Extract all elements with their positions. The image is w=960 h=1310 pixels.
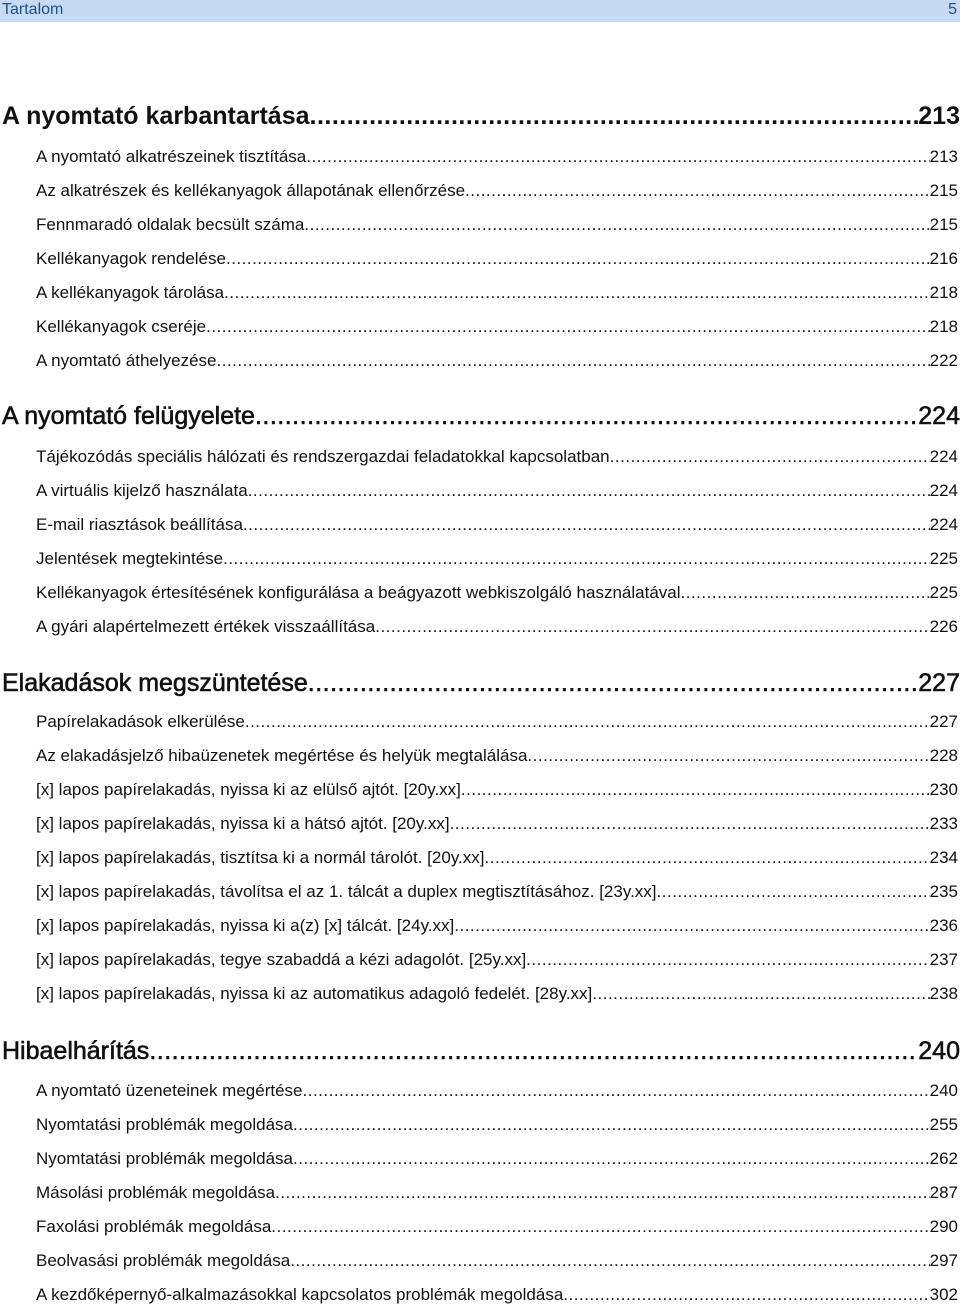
toc-entry-page: 225 [929, 583, 958, 602]
toc-entry[interactable] [36, 847, 958, 869]
toc-entry[interactable] [36, 915, 958, 937]
toc-entry-label: Fennmaradó oldalak becsült száma [36, 215, 305, 234]
toc-entry-page: 262 [929, 1149, 958, 1168]
toc-entry-page: 216 [929, 249, 958, 268]
toc-entry-label: Kellékanyagok cseréje [36, 317, 207, 336]
toc-entry[interactable] [36, 548, 958, 570]
toc-entry-label: Másolási problémák megoldása [36, 1183, 276, 1202]
toc-entry-label: [x] lapos papírelakadás, távolítsa el az 1. tálcát a duplex megtisztításához. [23y.xx] [36, 882, 657, 901]
toc-entry[interactable] [36, 813, 958, 835]
toc-entry-page: 226 [929, 617, 958, 636]
toc-section[interactable] [2, 401, 960, 431]
toc-entry[interactable] [36, 983, 958, 1005]
toc-entry[interactable] [36, 214, 958, 236]
toc-entry-page: 213 [929, 147, 958, 166]
toc-entry-label: Faxolási problémák megoldása [36, 1217, 272, 1236]
toc-entry[interactable] [36, 146, 958, 168]
toc-entry-label: A kezdőképernyő-alkalmazásokkal kapcsolatos problémák megoldása [36, 1285, 564, 1304]
toc-entry-page: 225 [929, 549, 958, 568]
header-title: Tartalom [2, 1, 64, 18]
toc-entry-label: [x] lapos papírelakadás, nyissa ki a(z) [x] tálcát. [24y.xx] [36, 916, 455, 935]
toc-section-page: 227 [918, 669, 960, 697]
toc-entry[interactable] [36, 248, 958, 270]
toc-entry[interactable] [36, 180, 958, 202]
toc-section-title: A nyomtató karbantartása [2, 102, 310, 130]
toc-entry-page: 227 [929, 712, 958, 731]
toc-entry-page: 224 [929, 481, 958, 500]
toc-entry-page: 224 [929, 447, 958, 466]
toc-entry-label: [x] lapos papírelakadás, nyissa ki az automatikus adagoló fedelét. [28y.xx] [36, 984, 593, 1003]
toc-entry-page: 230 [929, 780, 958, 799]
toc-entry-page: 233 [929, 814, 958, 833]
toc-entry-label: A kellékanyagok tárolása [36, 283, 225, 302]
toc-entry-page: 228 [929, 746, 958, 765]
toc-entry-page: 255 [929, 1115, 958, 1134]
toc-entry-page: 302 [929, 1285, 958, 1304]
toc-entry[interactable] [36, 1114, 958, 1136]
toc-entry-page: 215 [929, 181, 958, 200]
toc-entry[interactable] [36, 446, 958, 468]
toc-section-page: 224 [918, 402, 960, 430]
toc-entry-page: 287 [929, 1183, 958, 1202]
toc-entry[interactable] [36, 1216, 958, 1238]
toc-entry[interactable] [36, 881, 958, 903]
toc-entry-page: 215 [929, 215, 958, 234]
toc-entry[interactable] [36, 350, 958, 372]
toc-entry[interactable] [36, 1182, 958, 1204]
toc-entry[interactable] [36, 779, 958, 801]
toc-entry-page: 290 [929, 1217, 958, 1236]
toc-entry-label: A nyomtató áthelyezése [36, 351, 217, 370]
toc-entry-label: A virtuális kijelző használata [36, 481, 248, 500]
toc-entry[interactable] [36, 316, 958, 338]
toc-entry[interactable] [36, 282, 958, 304]
toc-section-page: 213 [918, 102, 960, 130]
toc-entry-label: Beolvasási problémák megoldása [36, 1251, 291, 1270]
toc-entry-label: Az alkatrészek és kellékanyagok állapotának ellenőrzése [36, 181, 466, 200]
toc-entry-label: Papírelakadások elkerülése [36, 712, 245, 731]
toc-entry-label: [x] lapos papírelakadás, tisztítsa ki a normál tárolót. [20y.xx] [36, 848, 485, 867]
toc-entry-page: 237 [929, 950, 958, 969]
toc-entry-label: Kellékanyagok értesítésének konfigurálása a beágyazott webkiszolgáló használatával [36, 583, 681, 602]
toc-entry-label: [x] lapos papírelakadás, nyissa ki a hátsó ajtót. [20y.xx] [36, 814, 450, 833]
toc-entry-page: 240 [929, 1081, 958, 1100]
toc-section-page: 240 [918, 1037, 960, 1065]
page-header [0, 0, 960, 22]
toc-entry-page: 234 [929, 848, 958, 867]
toc-entry[interactable] [36, 745, 958, 767]
toc-section-title: A nyomtató felügyelete [2, 402, 255, 430]
toc-entry[interactable] [36, 582, 958, 604]
toc-entry-label: Tájékozódás speciális hálózati és rendszergazdai feladatokkal kapcsolatban [36, 447, 610, 466]
toc-entry-label: Nyomtatási problémák megoldása [36, 1115, 294, 1134]
toc-entry-page: 236 [929, 916, 958, 935]
toc-section[interactable] [2, 101, 960, 131]
toc-entry-page: 218 [929, 317, 958, 336]
toc-entry-page: 297 [929, 1251, 958, 1270]
toc-entry[interactable] [36, 480, 958, 502]
toc-entry-label: Nyomtatási problémák megoldása [36, 1149, 294, 1168]
toc-entry-label: [x] lapos papírelakadás, nyissa ki az elülső ajtót. [20y.xx] [36, 780, 461, 799]
header-page-number: 5 [948, 1, 957, 18]
toc-section[interactable] [2, 668, 960, 698]
toc-entry-label: A gyári alapértelmezett értékek visszaállítása [36, 617, 376, 636]
toc-entry-label: Az elakadásjelző hibaüzenetek megértése és helyük megtalálása [36, 746, 528, 765]
toc-entry[interactable] [36, 949, 958, 971]
toc-entry-label: A nyomtató üzeneteinek megértése [36, 1081, 303, 1100]
toc-entry[interactable] [36, 1250, 958, 1272]
toc-entry[interactable] [36, 514, 958, 536]
toc-entry-page: 224 [929, 515, 958, 534]
toc-entry[interactable] [36, 616, 958, 638]
toc-entry[interactable] [36, 1284, 958, 1306]
toc-entry-page: 235 [929, 882, 958, 901]
toc-section[interactable] [2, 1036, 960, 1066]
toc-entry-label: Kellékanyagok rendelése [36, 249, 226, 268]
toc-entry-label: Jelentések megtekintése [36, 549, 224, 568]
toc-entry-label: [x] lapos papírelakadás, tegye szabaddá a kézi adagolót. [25y.xx] [36, 950, 527, 969]
toc-entry-page: 238 [929, 984, 958, 1003]
toc-entry-page: 218 [929, 283, 958, 302]
toc-section-title: Hibaelhárítás [2, 1037, 150, 1065]
toc-entry[interactable] [36, 711, 958, 733]
toc-entry-page: 222 [929, 351, 958, 370]
toc-entry-label: E-mail riasztások beállítása [36, 515, 243, 534]
toc-entry[interactable] [36, 1080, 958, 1102]
toc-section-title: Elakadások megszüntetése [2, 669, 308, 697]
toc-entry[interactable] [36, 1148, 958, 1170]
toc-entry-label: A nyomtató alkatrészeinek tisztítása [36, 147, 307, 166]
